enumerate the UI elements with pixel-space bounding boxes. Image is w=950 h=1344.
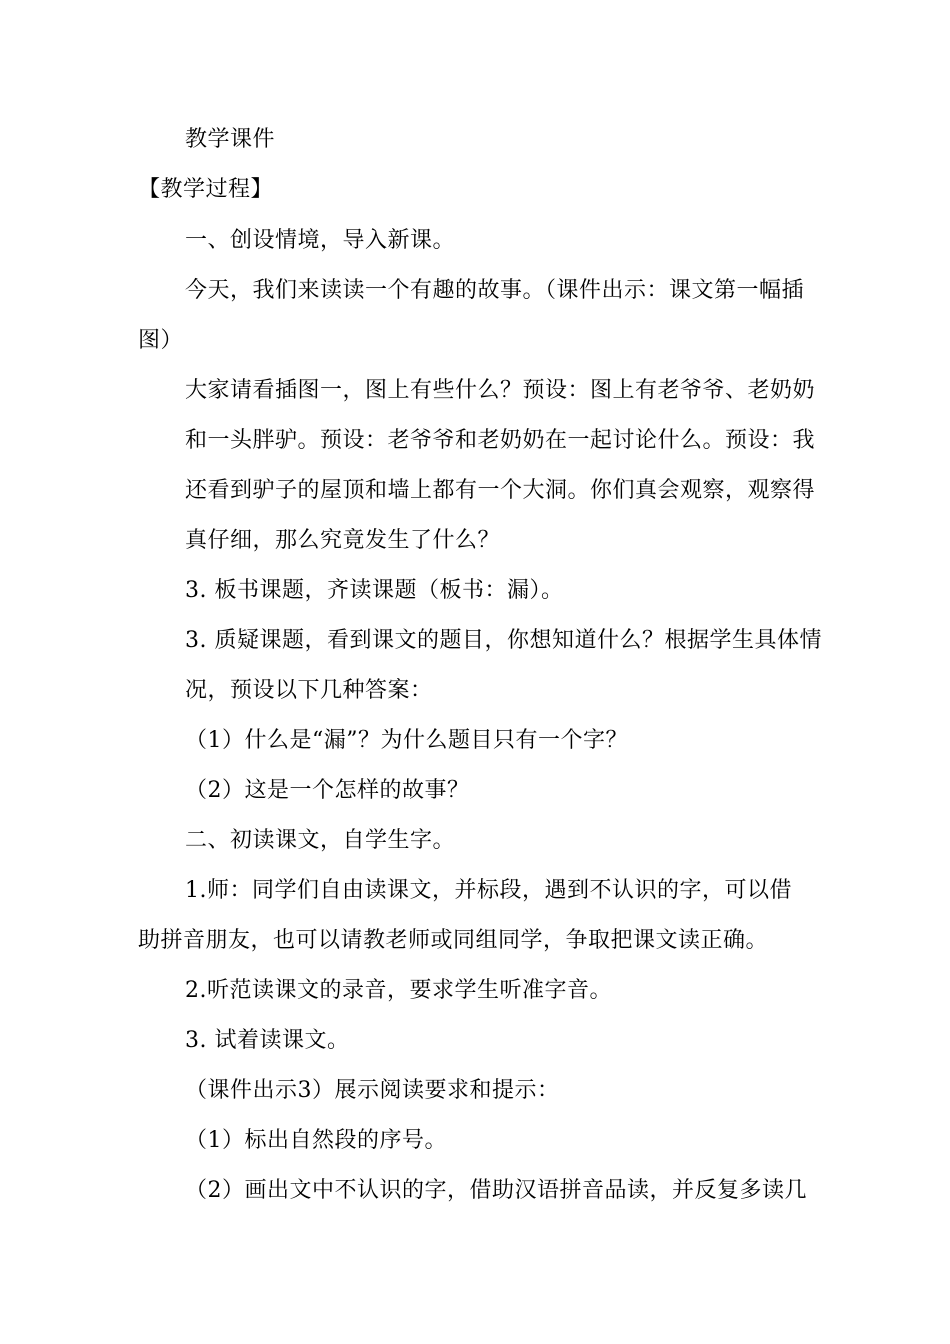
paragraph-line: 大家请看插图一，图上有些什么？预设：图上有老爷爷、老奶奶 (185, 378, 816, 403)
list-item: （2）这是一个怎样的故事？ (185, 778, 470, 803)
paragraph-line: 助拼音朋友，也可以请教老师或同组同学，争取把课文读正确。 (138, 928, 769, 953)
step-heading: 二、初读课文，自学生字。 (185, 828, 456, 853)
paragraph-line: 3. 试着读课文。 (185, 1028, 350, 1053)
paragraph-line: 还看到驴子的屋顶和墙上都有一个大洞。你们真会观察，观察得 (185, 478, 816, 503)
paragraph-line: 3. 板书课题，齐读课题（板书：漏）。 (185, 578, 564, 603)
paragraph-line: （课件出示3）展示阅读要求和提示： (185, 1078, 560, 1103)
paragraph-line: 2.听范读课文的录音，要求学生听准字音。 (185, 978, 612, 1003)
list-item: （1）标出自然段的序号。 (185, 1128, 447, 1153)
list-item: （2）画出文中不认识的字，借助汉语拼音品读，并反复多读几 (185, 1178, 807, 1203)
paragraph-line: 和一头胖驴。预设：老爷爷和老奶奶在一起讨论什么。预设：我 (185, 428, 816, 453)
step-heading: 一、创设情境，导入新课。 (185, 228, 456, 253)
paragraph-line: 3. 质疑课题，看到课文的题目，你想知道什么？根据学生具体情 (185, 628, 822, 653)
paragraph-line: 图） (138, 328, 184, 353)
paragraph-line: 今天，我们来读读一个有趣的故事。（课件出示：课文第一幅插 (185, 278, 805, 303)
paragraph-line: 况，预设以下几种答案： (185, 678, 433, 703)
paragraph-line: 1.师：同学们自由读课文，并标段，遇到不认识的字，可以借 (185, 878, 792, 903)
section-heading: 【教学过程】 (138, 177, 274, 202)
paragraph-line: 真仔细，那么究竟发生了什么？ (185, 528, 501, 553)
list-item: （1）什么是“漏”？为什么题目只有一个字？ (185, 728, 628, 753)
document-title: 教学课件 (185, 127, 276, 152)
